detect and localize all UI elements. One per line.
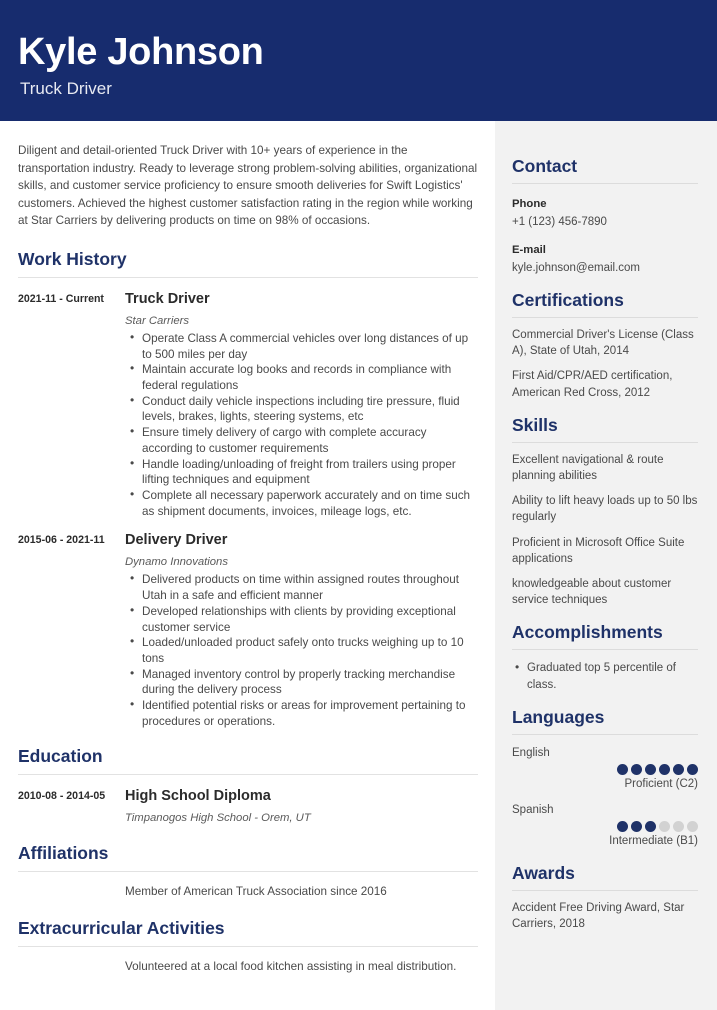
section-heading-certifications: Certifications bbox=[512, 290, 624, 310]
section-heading-education: Education bbox=[18, 746, 103, 767]
section-heading-extracurricular-activities: Extracurricular Activities bbox=[18, 917, 225, 938]
professional-summary: Diligent and detail-oriented Truck Driver with 10+ years of experience in the transportation industry. Ready to leverage strong problem-solving abilities, organizational skills, and customer service proficiency to ensure smooth deliveries for Swift Logistics' customers. Achieved the highest customer satisfaction rating in the region while working at Star Carriers by delivering products on time on 98% of occasions. bbox=[18, 144, 478, 228]
list-item: • Delivered products on time within assigned routes throughout Utah in a safe and efficient manner bbox=[142, 572, 478, 603]
contact-phone-value: +1 (123) 456-7890 bbox=[512, 216, 607, 228]
rating-dot-filled bbox=[645, 764, 656, 775]
language-level: Proficient (C2) bbox=[624, 777, 698, 790]
rating-dot-filled bbox=[617, 764, 628, 775]
work-entry-organization: Dynamo Innovations bbox=[125, 556, 228, 569]
language-level: Intermediate (B1) bbox=[609, 834, 698, 847]
section-rule bbox=[512, 183, 698, 184]
work-entry-role: Delivery Driver bbox=[125, 532, 228, 549]
language-rating-dots bbox=[512, 821, 698, 832]
affiliations-text: Member of American Truck Association since 2016 bbox=[125, 885, 387, 899]
education-entry-school: Timpanogos High School - Orem, UT bbox=[125, 812, 311, 825]
education-entry-degree: High School Diploma bbox=[125, 788, 271, 805]
list-item: • Complete all necessary paperwork accurately and on time such as shipment documents, invoices, mileage logs, etc. bbox=[142, 488, 478, 519]
accomplishments-list bbox=[512, 660, 698, 692]
rating-dot-filled bbox=[687, 764, 698, 775]
skill-item: knowledgeable about customer service techniques bbox=[512, 578, 672, 607]
rating-dot-filled bbox=[659, 764, 670, 775]
language-name: English bbox=[512, 746, 550, 759]
list-item: • Conduct daily vehicle inspections including tire pressure, fluid levels, brakes, lights, steering systems, etc bbox=[142, 394, 478, 425]
section-heading-awards: Awards bbox=[512, 862, 575, 883]
section-heading-affiliations: Affiliations bbox=[18, 843, 109, 864]
work-entry-body bbox=[125, 290, 478, 519]
contact-phone-label: Phone bbox=[512, 198, 547, 210]
section-heading-skills: Skills bbox=[512, 414, 558, 435]
list-item: • Loaded/unloaded product safely onto trucks weighing up to 10 tons bbox=[142, 635, 478, 666]
list-item: • Developed relationships with clients by providing exceptional customer service bbox=[142, 604, 478, 635]
work-entry-body bbox=[125, 531, 478, 729]
list-item: • Ensure timely delivery of cargo with complete accuracy according to customer requirements bbox=[142, 425, 478, 456]
language-entry bbox=[512, 802, 698, 849]
section-heading-contact: Contact bbox=[512, 156, 578, 176]
section-heading-accomplishments: Accomplishments bbox=[512, 622, 663, 643]
main-column bbox=[0, 121, 495, 1010]
contact-email-value: kyle.johnson@email.com bbox=[512, 262, 641, 274]
education-entry-body bbox=[125, 787, 478, 826]
work-entry bbox=[18, 531, 478, 729]
work-entry-role: Truck Driver bbox=[125, 290, 210, 307]
list-item: • Handle loading/unloading of freight from trailers using proper lifting techniques and equipment bbox=[142, 457, 478, 488]
section-rule bbox=[512, 317, 698, 318]
work-entry-dates: 2021-11 - Current bbox=[18, 292, 104, 305]
rating-dot-filled bbox=[631, 764, 642, 775]
rating-dot-filled bbox=[673, 764, 684, 775]
rating-dot-empty bbox=[687, 821, 698, 832]
skill-item: Ability to lift heavy loads up to 50 lbs regularly bbox=[512, 495, 698, 524]
rating-dot-empty bbox=[673, 821, 684, 832]
section-rule bbox=[512, 442, 698, 443]
rating-dot-empty bbox=[659, 821, 670, 832]
skill-item: Proficient in Microsoft Office Suite applications bbox=[512, 536, 685, 565]
section-rule bbox=[18, 774, 478, 775]
education-entry bbox=[18, 787, 478, 826]
rating-dot-filled bbox=[645, 821, 656, 832]
resume-header bbox=[0, 0, 717, 121]
certification-item: Commercial Driver's License (Class A), State of Utah, 2014 bbox=[512, 329, 694, 358]
language-rating-dots bbox=[512, 764, 698, 775]
list-item: • Identified potential risks or areas for improvement pertaining to procedures or operations. bbox=[142, 698, 478, 729]
section-rule bbox=[18, 277, 478, 278]
work-entry-bullets bbox=[125, 572, 478, 729]
certification-item: First Aid/CPR/AED certification, American Red Cross, 2012 bbox=[512, 370, 673, 399]
section-rule bbox=[512, 649, 698, 650]
section-heading-work-history: Work History bbox=[18, 248, 127, 269]
sidebar-column bbox=[495, 121, 717, 1010]
section-rule bbox=[512, 890, 698, 891]
list-item: • Graduated top 5 percentile of class. bbox=[527, 660, 698, 692]
work-entry bbox=[18, 290, 478, 519]
candidate-job-title: Truck Driver bbox=[20, 79, 112, 98]
education-entry-dates: 2010-08 - 2014-05 bbox=[18, 790, 106, 803]
language-name: Spanish bbox=[512, 803, 554, 816]
skill-item: Excellent navigational & route planning abilities bbox=[512, 453, 664, 483]
contact-email-label: E-mail bbox=[512, 244, 546, 256]
extracurricular-text: Volunteered at a local food kitchen assisting in meal distribution. bbox=[125, 959, 457, 973]
rating-dot-filled bbox=[617, 821, 628, 832]
list-item: • Maintain accurate log books and records in compliance with federal regulations bbox=[142, 362, 478, 393]
list-item: • Operate Class A commercial vehicles over long distances of up to 500 miles per day bbox=[142, 331, 478, 362]
rating-dot-filled bbox=[631, 821, 642, 832]
award-item: Accident Free Driving Award, Star Carriers, 2018 bbox=[512, 901, 685, 931]
work-entry-bullets bbox=[125, 331, 478, 519]
work-entry-organization: Star Carriers bbox=[125, 314, 190, 327]
list-item: • Managed inventory control by properly tracking merchandise during the delivery process bbox=[142, 667, 478, 698]
work-entry-dates: 2015-06 - 2021-11 bbox=[18, 534, 105, 547]
candidate-name: Kyle Johnson bbox=[18, 31, 264, 73]
section-heading-languages: Languages bbox=[512, 706, 605, 727]
language-entry bbox=[512, 745, 698, 792]
section-rule bbox=[512, 734, 698, 735]
